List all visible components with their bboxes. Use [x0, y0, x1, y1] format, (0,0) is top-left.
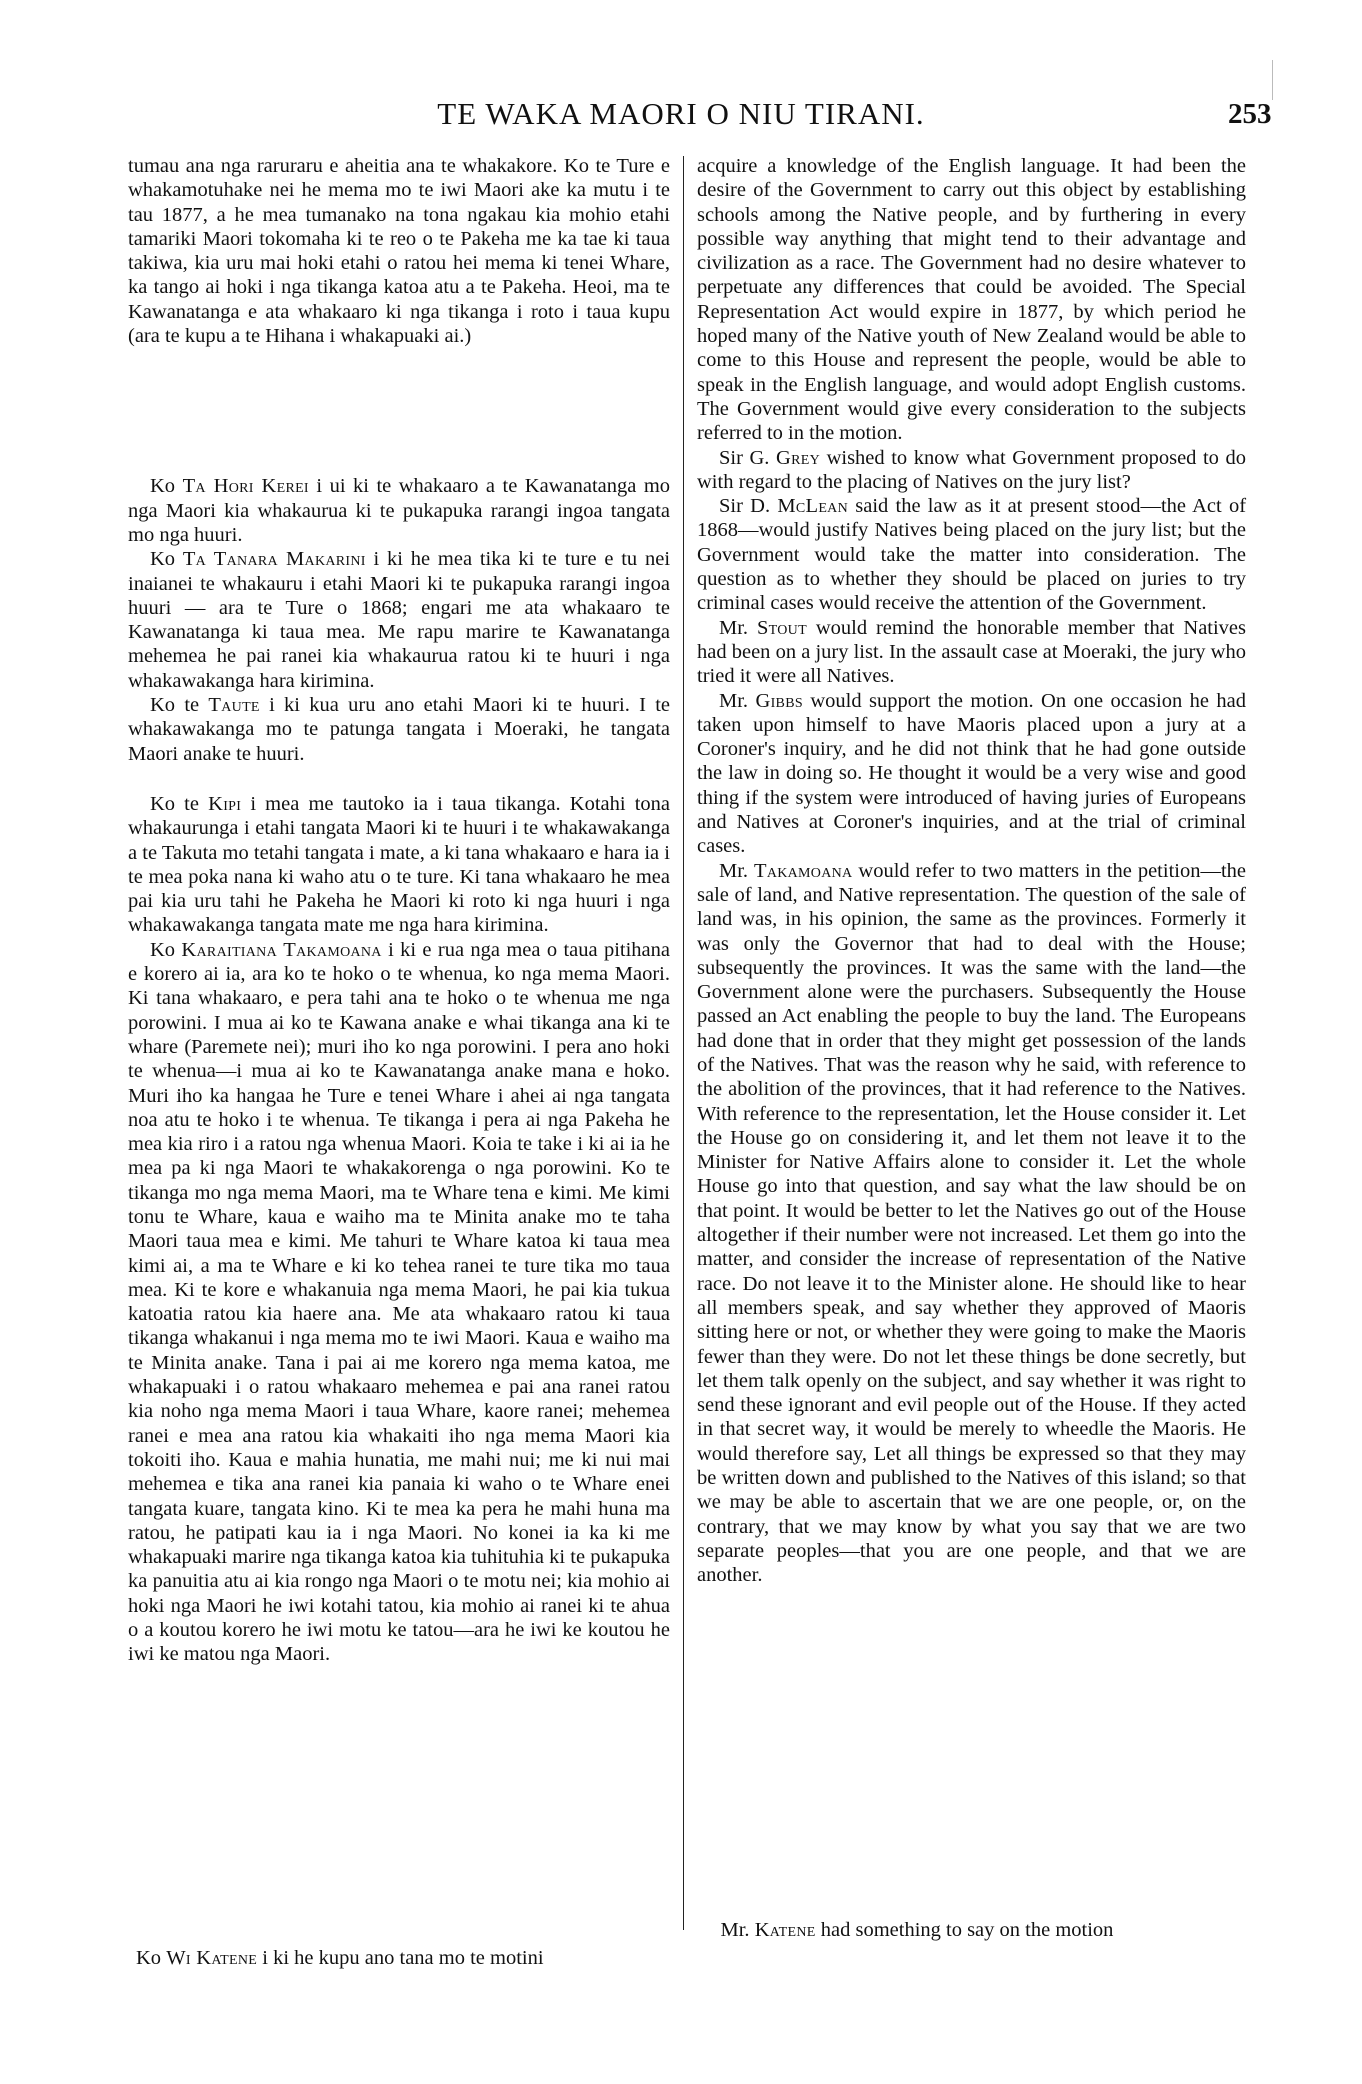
- speaker-name: Taute: [208, 694, 260, 717]
- speaker-name: Stout: [756, 616, 807, 639]
- speech-text: had something to say on the motion: [820, 1919, 1114, 1941]
- page-edge-mark: [1272, 60, 1273, 100]
- speaker-name: Kipi: [208, 792, 242, 815]
- left-paragraph-3: [128, 547, 670, 693]
- column-divider: [683, 156, 684, 1930]
- left-paragraph-6: [128, 938, 670, 1667]
- right-paragraph-5: [697, 689, 1246, 859]
- speech-text: i mea me tautoko ia i taua tikanga. Kotahi tona whakaurunga i etahi tangata Maori ki te huuri i te whakawakanga a te Takuta mo tetahi tangata i mate, a ki tana whakaaro e hara ia i te mea poka nana ki waho atu o te ture. Ki tana whakaaro he mea pai kia uru tahi he Pakeha he Maori ki roto ki nga huuri i nga whakawakanga tangata mate me nga hara kirimina.: [128, 792, 671, 937]
- speaker-name: Katene: [754, 1919, 816, 1941]
- speech-text: said the law as it at present stood—the Act of 1868—would justify Natives being placed on the jury list; but the Government would take the matter into consideration. The question as to whether they should be placed on juries to try criminal cases would receive the attention of the Government.: [697, 495, 1247, 615]
- speaker-prefix: Mr.: [719, 689, 749, 712]
- right-paragraph-6: [697, 859, 1246, 1588]
- speaker-prefix: Mr.: [720, 1919, 750, 1941]
- speech-text: i ki he kupu ano tana mo te motini: [262, 1947, 544, 1969]
- left-paragraph-4: [128, 693, 670, 766]
- left-paragraph-5: [128, 792, 670, 938]
- speaker-prefix: Sir D.: [719, 495, 771, 518]
- speaker-prefix: Ko: [150, 475, 176, 498]
- right-paragraph-1: acquire a knowledge of the English language. It had been the desire of the Government to carry out this object by establishing schools among the Native people, and by furthering in every possible way anything that might tend to their advantage and civilization as a race. The Government had no desire whatever to perpetuate any differences that could be avoided. The Special Representation Act would expire in 1877, by which period he hoped many of the Native youth of New Zealand would be able to come to this House and represent the people, would be able to speak in the English language, and would adopt English customs. The Government would give every consideration to the subjects referred to in the motion.: [697, 155, 1246, 445]
- page-number: 253: [1228, 98, 1272, 130]
- speaker-prefix: Ko: [150, 548, 176, 571]
- speaker-prefix: Ko te: [150, 694, 200, 717]
- left-column-maori: [128, 154, 670, 1667]
- speaker-prefix: Ko te: [150, 792, 199, 815]
- speaker-prefix: Sir G.: [719, 446, 770, 469]
- speaker-name: Grey: [775, 446, 820, 469]
- speech-text: wished to know what Government proposed to do with regard to the placing of Natives on the jury list?: [697, 446, 1246, 493]
- right-paragraph-4: [697, 616, 1246, 689]
- speaker-name: McLean: [777, 495, 849, 518]
- speaker-prefix: Ko: [136, 1947, 162, 1969]
- spacer: [128, 766, 670, 792]
- speaker-prefix: Mr.: [719, 616, 749, 639]
- spacer: [128, 348, 670, 474]
- right-paragraph-3: [697, 494, 1246, 615]
- right-paragraph-7: [700, 1918, 1246, 1942]
- speaker-name: Ta Hori Kerei: [182, 475, 309, 498]
- left-paragraph-2: [128, 474, 670, 547]
- speaker-name: Takamoana: [754, 859, 853, 882]
- speaker-name: Wi Katene: [166, 1947, 258, 1969]
- speech-text: i ki e rua nga mea o taua pitihana e korero ai ia, ara ko te hoko o te whenua, ko nga mema Maori. Ki tana whakaaro, e pera tahi ana te hoko o te whenua me nga porowini. I mua ai ko te Kawana anake e whai tikanga ana ki te whare (Paremete nei); muri iho ko nga porowini. I pera ano hoki te whenua—i mua ai ko te Kawanatanga anake mana e hoko. Muri iho ka hangaa he Ture e tenei Whare i ahei ai nga tangata noa atu te hoko i te whenua. Te tikanga i pera ai nga Pakeha he mea kia riro i a ratou nga whenua Maori. Koia te take i ki ai ia he mea pa ki nga Maori te whakakorenga o nga porowini. Ko te tikanga mo nga mema Maori, ma te Whare tena e kimi. Me kimi tonu te Whare, kaua e waiho ma te Minita anake mo te taha Maori taua mea e kimi. Me tahuri te Whare katoa ki taua mea kimi ai, a ma te Whare e ki ko tehea ranei te ture tika mo taua mea. Ki te kore e whakanuia nga mema Maori, he pai kia tukua katoatia ratou kia haere ana. Me ata whakaaro ratou ki taua tikanga whakanui i nga mema mo te iwi Maori. Kaua e waiho ma te Minita anake. Tana i pai ai me korero nga mema katoa, me whakapuaki i o ratou whakaaro mehemea e pai ana ranei ratou kia noho nga mema Maori i taua Whare, kaore ranei; mehemea ranei e mea ana ratou kia whakaiti iho nga mema Maori kia tokoiti iho. Kaua e mahia hunatia, me mahi nui; me ki nui mai mehemea e tika ana ranei kia panaia ki waho o te Whare enei tangata kuare, tangata kino. Ki te mea ka pera he mahi huna ma ratou, he patipati kau ia i nga Maori. No konei ia ka ki me whakapuaki marire nga tikanga katoa kia tuhituhia ki te pukapuka ka panuitia atu ai kia rongo nga Maori o te motu nei; kia mohio ai hoki nga Maori he iwi kotahi tatou, kia mohio ai ranei ki te ahua o a koutou korero he iwi motu ke tatou—ara he iwi ke koutou he iwi ke matou nga Maori.: [128, 938, 670, 1666]
- speech-text: i ui ki te whakaaro a te Kawanatanga mo nga Maori kia whakaurua ki te pukapuka rarangi ingoa tangata mo nga huuri.: [128, 475, 671, 546]
- speech-text: would refer to two matters in the petition—the sale of land, and Native representation. The question of the sale of land was, in his opinion, the same as the provinces. Formerly it was only the Governor that had to deal with the House; subsequently the provinces. It was the same with the land—the Government alone were the purchasers. Subsequently the House passed an Act enabling the people to buy the land. The Europeans had done that in order that they might get possession of the lands of the Natives. That was the reason why he said, with reference to the abolition of the provinces, that it had reference to the Natives. With reference to the representation, let the House consider it. Let the House go on considering it, and let them not leave it to the Minister for Native Affairs alone to consider it. Let the whole House go into that question, and say what the law should be on that point. It would be better to let the Natives go out of the House altogether if their number were not increased. Let them go into the matter, and consider the increase of representation of the Native race. Do not leave it to the Minister alone. He should like to hear all members speak, and say whether they approved of Maoris sitting here or not, or whether they were going to make the Maoris fewer than they were. Do not let these things be done secretly, but let them talk openly on the subject, and say whether it was right to send these ignorant and evil people out of the House. If they acted in that secret way, it would be merely to wheedle the Maoris. He would therefore say, Let all things be expressed so that they may be written down and published to the Natives of this island; so that we may be able to ascertain that we are one people, or, on the contrary, that we may know by what you say that we are two separate peoples—that you are one people, and that we are another.: [697, 859, 1247, 1587]
- speech-text: i ki kua uru ano etahi Maori ki te huuri. I te whakawakanga mo te patunga tangata i Moeraki, he tangata Maori anake te huuri.: [128, 694, 670, 765]
- speaker-prefix: Mr.: [719, 859, 749, 882]
- speech-text: would remind the honorable member that Natives had been on a jury list. In the assault case at Moeraki, the jury who tried it were all Natives.: [697, 616, 1247, 688]
- speaker-prefix: Ko: [150, 938, 176, 961]
- speech-text: i ki he mea tika ki te ture e tu nei inaianei te whakauru i etahi Maori ki te pukapuka rarangi ingoa huuri — ara te Ture o 1868; engari me ata whakaaro te Kawanatanga ki taua mea. Me rapu marire te Kawanatanga mehemea he pai ranei kia whakaurua ratou ki te huuri i nga whakawakanga hara kirimina.: [128, 548, 671, 692]
- right-paragraph-2: [697, 446, 1246, 495]
- speaker-name: Ta Tanara Makarini: [182, 548, 366, 571]
- running-header-title: TE WAKA MAORI O NIU TIRANI.: [437, 96, 925, 131]
- speaker-name: Karaitiana Takamoana: [181, 938, 382, 961]
- speaker-name: Gibbs: [755, 689, 803, 712]
- left-paragraph-7: [136, 1946, 672, 1970]
- speech-text: would support the motion. On one occasion he had taken upon himself to have Maoris placed upon a jury at a Coroner's inquiry, and he did not think that he had gone outside the law in doing so. He thought it would be a very wise and good thing if the system were introduced of having juries of Europeans and Natives at Coroner's inquiries, and at the trial of criminal cases.: [697, 689, 1247, 858]
- left-paragraph-1: tumau ana nga raruraru e aheitia ana te whakakore. Ko te Ture e whakamotuhake nei he mema mo te iwi Maori ake ka mutu i te tau 1877, a he mea tumanako na tona ngakau kia mohio etahi tamariki Maori tokomaha ki te reo o te Pakeha me ka tae ki taua takiwa, kia uru mai hoki etahi o ratou hei mema ki tenei Whare, ka tango ai hoki i nga tikanga katoa atu a te Pakeha. Heoi, ma te Kawanatanga e ata whakaaro ki nga tikanga i roto i taua kupu (ara te kupu a te Hihana i whakapuaki ai.): [128, 155, 670, 348]
- right-column-english: [697, 154, 1246, 1588]
